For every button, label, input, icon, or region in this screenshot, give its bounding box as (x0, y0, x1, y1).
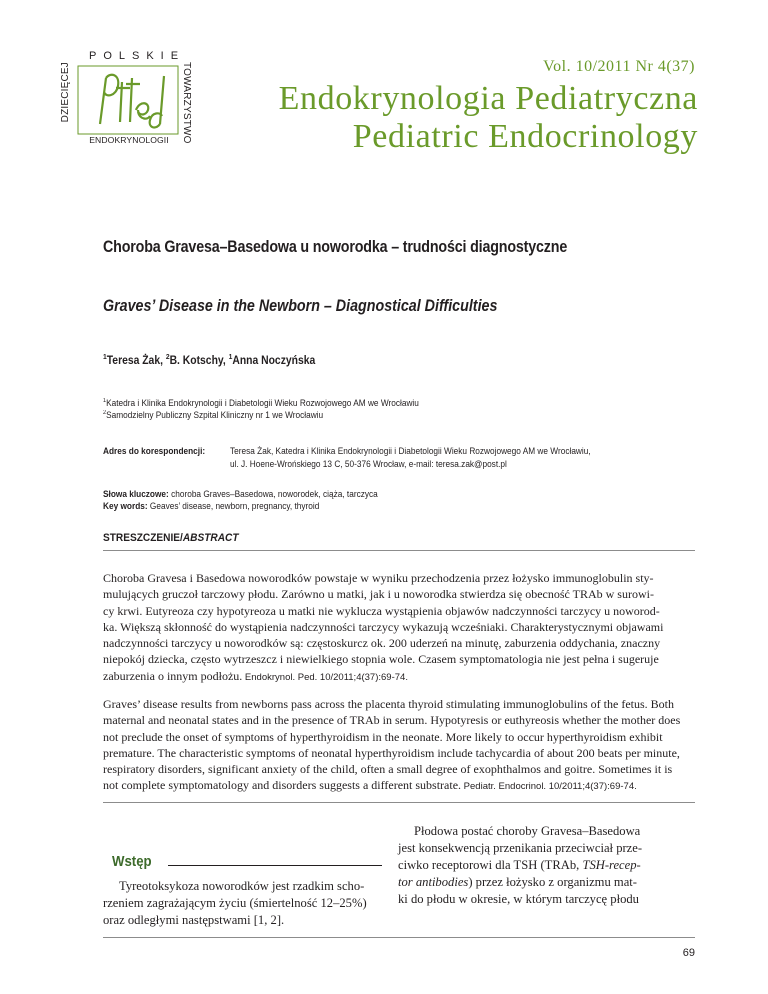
abstract-line: niepokój dziecka, często wytrzeszcz i niewielkiego stopnia wole. Czasem symptomatologia nie jest pełna i sugeruje (103, 652, 659, 667)
correspondence-line: ul. J. Hoene-Wrońskiego 13 C, 50-376 Wrocław, e-mail: teresa.zak@post.pl (230, 459, 507, 469)
abstract-heading (103, 532, 239, 544)
author-sup: 2 (165, 352, 170, 361)
abstract-line: Graves’ disease results from newborns pass across the placenta thyroid stimulating immunoglobulins of the fetus. Both (103, 697, 675, 711)
abstract-line-text: zaburzenia o innym podłożu. (103, 668, 243, 683)
body-line (398, 857, 695, 874)
logo-top-text: POLSKIE (89, 50, 186, 62)
logo-right-label: TOWARZYSTWO (181, 62, 192, 144)
abstract-line: not preclude the onset of symptoms of hyperthyroidism in the neonate. More likely to occur hyperthyroidism exhibit (103, 729, 663, 744)
abstract-en (103, 696, 695, 796)
body-line-text: ) przez łożysko z organizmu mat- (468, 875, 637, 889)
author-sup: 1 (103, 352, 107, 361)
authors (103, 352, 553, 367)
affiliation-sup: 1 (103, 398, 107, 404)
ptted-logo-mark (76, 64, 180, 136)
abstract-line: ka. Większą skłonność do wystąpienia nadczynności tarczycy wykazują wcześniaki. Charakterystycznymi objawami (103, 619, 664, 634)
correspondence-line: Teresa Żak, Katedra i Klinika Endokrynologii i Diabetologii Wieku Rozwojowego AM we Wrocławiu, (230, 446, 591, 456)
abstract-line: nadczynności tarczycy u noworodków są: częstoskurcz ok. 200 uderzeń na minutę, zaburzenia oddychania, znaczny (103, 636, 661, 651)
body-line: Płodowa postać choroby Gravesa–Basedowa (414, 824, 641, 838)
section-title: Wstęp (112, 853, 152, 870)
abstract-line (103, 668, 695, 686)
abstract-end-rule (103, 802, 695, 803)
author-name: Anna Noczyńska (232, 354, 316, 367)
footer-rule (103, 937, 695, 938)
journal-title-en: Pediatric Endocrinology (352, 118, 698, 155)
affiliation-sup: 2 (103, 410, 107, 416)
abstract-line-text: not complete symptomatology and disorders suggests a different substrate. (103, 778, 462, 793)
keywords-pl-label: Słowa kluczowe: (103, 489, 169, 499)
abstract-line: respiratory disorders, significant anxiety of the child, often a small degree of exophthalmos and goitre. Sometimes it is (103, 762, 673, 777)
article-title-pl: Choroba Gravesa–Basedowa u noworodka – trudności diagnostyczne (103, 237, 568, 256)
correspondence-label: Adres do korespondencji: (103, 446, 206, 456)
body-column-right (398, 823, 695, 908)
abstract-line: premature. The characteristic symptoms of neonatal hyperthyroidism include tachycardia of about 200 beats per minute, (103, 745, 680, 760)
keywords-pl (103, 489, 655, 499)
abstract-line (103, 777, 695, 795)
affiliation-text: Samodzielny Publiczny Szpital Kliniczny nr 1 we Wrocławiu (106, 410, 324, 420)
body-line: oraz odległymi następstwami [1, 2]. (103, 913, 285, 927)
body-line-italic: TSH-recep- (582, 858, 641, 872)
keywords-pl-text: choroba Graves–Basedowa, noworodek, ciąża, tarczyca (168, 489, 378, 499)
body-line-text: ciwko receptorowi dla TSH (TRAb, (398, 858, 583, 872)
page-number: 69 (682, 947, 695, 959)
body-line: jest konsekwencją przenikania przeciwciał prze- (398, 841, 643, 855)
journal-title-pl: Endokrynologia Pediatryczna (278, 80, 698, 117)
affiliation (103, 410, 618, 420)
keywords-en (103, 501, 655, 511)
abstract-rule (103, 550, 695, 551)
abstract-heading-en: ABSTRACT (182, 532, 239, 544)
article-title-en: Graves’ Disease in the Newborn – Diagnostical Difficulties (103, 296, 498, 315)
body-line (398, 874, 695, 891)
body-line: Tyreotoksykoza noworodków jest rzadkim scho- (119, 879, 365, 893)
abstract-line: mulujących gruczoł tarczowy płodu. Zarówno u matki, jak i u noworodka stwierdza się obecność TRAb w surowi- (103, 587, 654, 602)
abstract-line: Choroba Gravesa i Basedowa noworodków powstaje w wyniku przechodzenia przez łożysko immunoglobulin sty- (103, 571, 654, 585)
logo-bottom-text: ENDOKRYNOLOGII (89, 135, 169, 145)
abstract-heading-pl: STRESZCZENIE/ (103, 532, 183, 544)
author-name: Teresa Żak, (106, 354, 166, 367)
logo-left-label: DZIECIĘCEJ (60, 62, 71, 123)
body-line: rzeniem zagrażającym życiu (śmiertelność 12–25%) (103, 896, 367, 910)
section-title-rule (168, 865, 382, 866)
body-line: ki do płodu w okresie, w którym tarczycę płodu (398, 892, 639, 906)
body-line-italic: tor antibodies (398, 875, 469, 889)
abstract-line: maternal and neonatal states and in the presence of TRAb in serum. Hypotyresis or euthyreosis whether the mother does (103, 713, 681, 728)
affiliation (103, 398, 618, 408)
author-name: B. Kotschy, (169, 354, 229, 367)
keywords-en-label: Key words: (103, 501, 148, 511)
keywords-en-text: Geaves’ disease, newborn, pregnancy, thyroid (147, 501, 320, 511)
affiliation-text: Katedra i Klinika Endokrynologii i Diabetologii Wieku Rozwojowego AM we Wrocławiu (106, 398, 419, 408)
logo-left-text (60, 62, 74, 148)
abstract-citation: Pediatr. Endocrinol. 10/2011;4(37):69-74. (461, 781, 637, 793)
abstract-citation: Endokrynol. Ped. 10/2011;4(37):69-74. (242, 671, 408, 683)
author-sup: 1 (228, 352, 233, 361)
body-column-left (103, 878, 384, 929)
abstract-line: cy krwi. Eutyreoza czy hypotyreoza u matki nie wyklucza wystąpienia objawów nadczynności tarczycy u noworod- (103, 603, 660, 618)
abstract-pl (103, 570, 695, 686)
volume-info: Vol. 10/2011 Nr 4(37) (543, 58, 695, 75)
